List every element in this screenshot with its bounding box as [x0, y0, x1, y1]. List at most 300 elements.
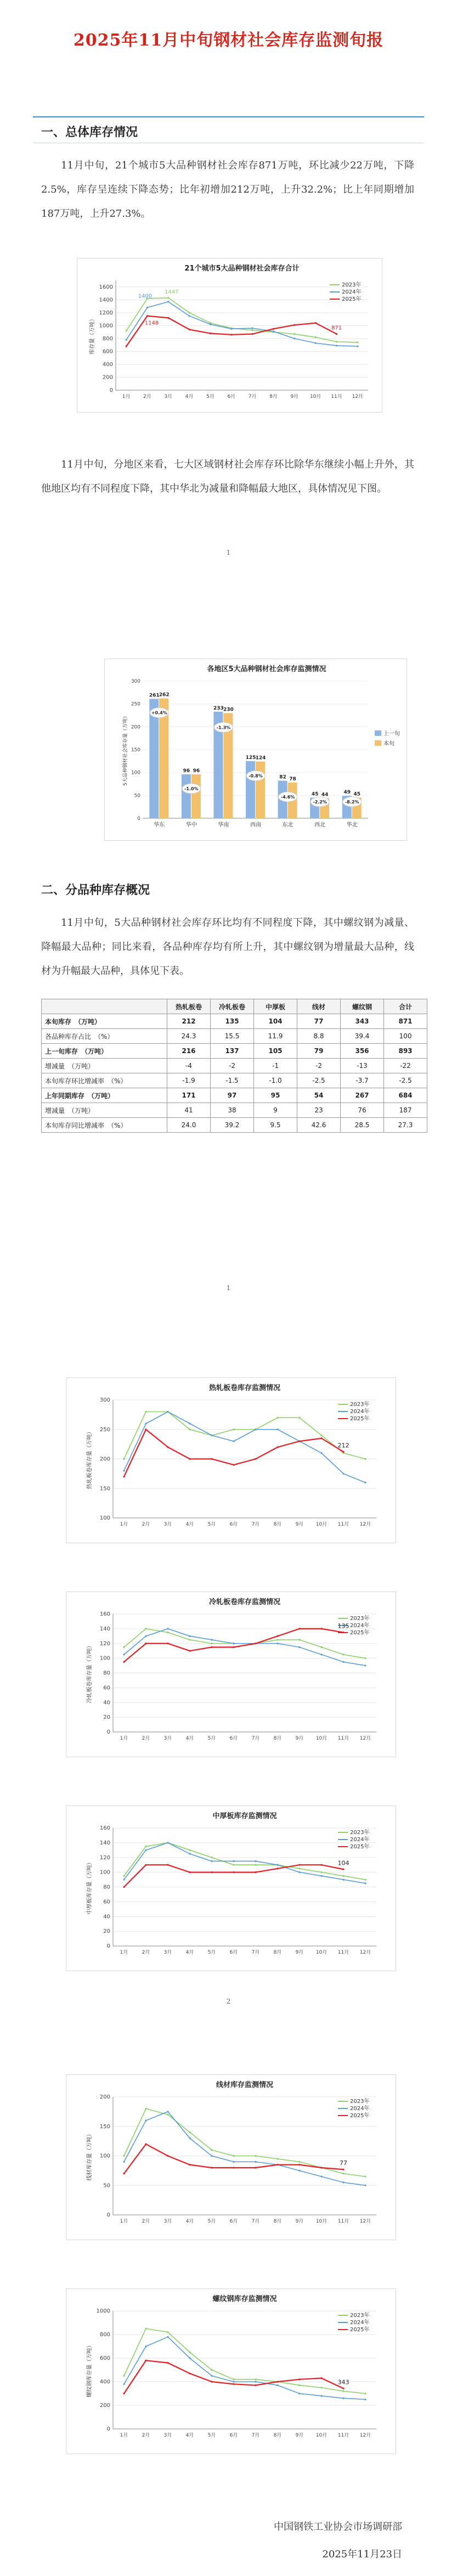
x-tick-label: 4月 — [185, 2219, 194, 2224]
data-point — [189, 312, 190, 313]
data-point — [298, 1441, 300, 1442]
x-tick-label: 9月 — [295, 1950, 304, 1955]
data-point — [255, 1864, 256, 1866]
table-cell: 171 — [167, 1088, 211, 1103]
x-tick-label: 6月 — [229, 1736, 238, 1741]
table-row — [42, 1088, 427, 1103]
table-row — [42, 1118, 427, 1133]
chart-title: 螺纹钢库存监测情况 — [212, 2295, 277, 2303]
y-tick-label: 200 — [102, 374, 113, 381]
table-row — [42, 1044, 427, 1059]
legend-label: 2025年 — [350, 1416, 370, 1422]
y-tick-label: 40 — [103, 1700, 110, 1706]
data-point — [342, 1653, 344, 1655]
annotation-label: 77 — [340, 2159, 347, 2167]
data-point — [298, 2170, 300, 2172]
table-cell: 24.0 — [167, 1118, 211, 1133]
table-cell: 77 — [297, 1014, 341, 1029]
data-point — [277, 1428, 278, 1430]
data-point — [364, 2399, 366, 2400]
data-point — [123, 2383, 125, 2385]
table-row — [42, 1073, 427, 1088]
series-line-2024年 — [124, 2112, 365, 2185]
change-label: -2.2% — [313, 800, 327, 805]
legend-label: 2025年 — [350, 1630, 370, 1636]
data-point — [233, 1464, 234, 1466]
data-point — [273, 328, 274, 330]
data-point — [233, 1428, 234, 1430]
table-row — [42, 1029, 427, 1044]
data-point — [277, 1417, 278, 1419]
data-point — [167, 1628, 168, 1629]
data-point — [189, 1428, 190, 1430]
data-point — [167, 1632, 168, 1633]
x-tick-label: 1月 — [120, 2219, 128, 2224]
data-point — [273, 330, 274, 332]
x-tick-label: 11月 — [337, 1522, 349, 1527]
y-tick-label: 80 — [103, 1884, 110, 1891]
series-line-2025年 — [124, 2360, 343, 2393]
data-point — [233, 1441, 234, 1442]
table-cell: 893 — [384, 1044, 427, 1059]
data-point — [320, 1452, 322, 1454]
x-tick-label: 11月 — [337, 2219, 349, 2224]
y-axis-label: 热轧板卷库存量（万吨） — [87, 1428, 93, 1489]
change-label: -1.3% — [216, 725, 231, 730]
data-point — [252, 333, 253, 335]
table-cell: 267 — [341, 1088, 384, 1103]
data-point — [342, 2388, 344, 2389]
table-cell: 11.9 — [254, 1029, 297, 1044]
x-tick-label: 5月 — [207, 1950, 216, 1955]
x-tick-label: 西北 — [314, 822, 326, 828]
table-header-cell: 合计 — [384, 999, 427, 1014]
bar-value-label: 262 — [159, 692, 170, 698]
table-row-label: 增减量 （万吨） — [42, 1059, 167, 1073]
table-header-cell: 螺纹钢 — [341, 999, 384, 1014]
series-line-2023年 — [124, 2109, 365, 2177]
data-point — [277, 1868, 278, 1869]
y-tick-label: 400 — [102, 361, 113, 368]
y-tick-label: 200 — [99, 2403, 110, 2409]
x-tick-label: 4月 — [185, 1736, 194, 1741]
table-row — [42, 1059, 427, 1073]
x-tick-label: 11月 — [337, 1736, 349, 1741]
data-point — [342, 2391, 344, 2392]
y-tick-label: 200 — [99, 2094, 110, 2100]
total-inventory-chart — [77, 258, 382, 413]
table-row-label: 本旬库存同比增减率 （%） — [42, 1118, 167, 1133]
x-tick-label: 2月 — [142, 2433, 150, 2438]
y-tick-label: 50 — [103, 2183, 110, 2189]
data-point — [277, 2158, 278, 2159]
data-point — [189, 1458, 190, 1460]
wire-rod-chart — [66, 2074, 396, 2240]
chart-title: 21个城市5大品种钢材社会库存合计 — [184, 265, 300, 273]
data-point — [277, 1864, 278, 1866]
data-point — [145, 1864, 146, 1866]
data-point — [298, 2164, 300, 2166]
data-point — [294, 333, 295, 335]
data-point — [277, 1446, 278, 1448]
data-point — [123, 2155, 125, 2157]
x-tick-label: 9月 — [295, 1522, 304, 1527]
annotation-label: 343 — [337, 2378, 349, 2386]
data-point — [123, 1458, 125, 1460]
x-tick-label: 2月 — [142, 2219, 150, 2224]
data-point — [167, 1842, 168, 1843]
wire-rod-svg — [66, 2075, 396, 2240]
data-point — [167, 2362, 168, 2364]
table-cell: -2 — [211, 1059, 254, 1073]
data-point — [145, 1849, 146, 1851]
data-point — [211, 1435, 212, 1436]
data-point — [364, 2176, 366, 2178]
cold-rolled-chart — [66, 1591, 396, 1757]
data-point — [146, 307, 148, 308]
data-point — [189, 1853, 190, 1854]
y-tick-label: 120 — [99, 1640, 110, 1647]
x-tick-label: 华中 — [185, 822, 197, 828]
data-point — [123, 1875, 125, 1877]
data-point — [123, 2161, 125, 2163]
annotation-label: 1400 — [138, 293, 153, 300]
data-point — [233, 1860, 234, 1862]
data-point — [277, 1639, 278, 1640]
legend-label: 2023年 — [350, 2313, 370, 2319]
data-point — [123, 1653, 125, 1655]
table-row-label: 上一旬库存 （万吨） — [42, 1044, 167, 1059]
bar-value-label: 78 — [289, 777, 296, 782]
data-point — [126, 339, 127, 341]
data-point — [145, 2119, 146, 2121]
data-point — [233, 2383, 234, 2385]
data-point — [189, 2164, 190, 2166]
data-point — [255, 1871, 256, 1873]
data-point — [233, 1871, 234, 1873]
bar-prev — [182, 774, 191, 818]
data-point — [364, 1482, 366, 1483]
x-tick-label: 6月 — [227, 394, 236, 400]
footer-date: 2025年11月23日 — [322, 2549, 402, 2560]
x-tick-label: 5月 — [207, 1736, 216, 1741]
rebar-svg — [66, 2289, 396, 2454]
series-line-2024年 — [124, 1843, 365, 1883]
legend-label: 2025年 — [342, 296, 362, 302]
legend-label: 2024年 — [350, 2106, 370, 2112]
chart-title: 冷轧板卷库存监测情况 — [208, 1598, 281, 1606]
data-point — [320, 1653, 322, 1655]
data-point — [189, 2352, 190, 2353]
x-tick-label: 10月 — [309, 394, 321, 400]
x-tick-label: 7月 — [251, 1736, 260, 1741]
table-row-label: 上年同期库存 （万吨） — [42, 1088, 167, 1103]
data-point — [255, 1458, 256, 1460]
x-tick-label: 5月 — [207, 1522, 216, 1527]
y-axis-label: 螺纹钢库存量（万吨） — [87, 2342, 93, 2398]
data-point — [145, 1422, 146, 1424]
data-point — [233, 2167, 234, 2168]
series-line-2025年 — [124, 1865, 343, 1887]
x-tick-label: 12月 — [359, 1950, 371, 1955]
data-point — [364, 1882, 366, 1884]
data-point — [211, 1646, 212, 1648]
data-point — [277, 2384, 278, 2386]
data-point — [255, 2384, 256, 2386]
table-header-row — [42, 999, 427, 1014]
table-row-label: 增减量 （万吨） — [42, 1103, 167, 1118]
x-tick-label: 2月 — [142, 1950, 150, 1955]
annotation-label: 212 — [337, 1442, 349, 1449]
y-tick-label: 100 — [131, 770, 140, 776]
title-rule — [33, 116, 424, 117]
data-point — [336, 345, 337, 346]
table-cell: 105 — [254, 1044, 297, 1059]
change-label: +0.4% — [151, 710, 167, 716]
data-point — [189, 2372, 190, 2374]
table-cell: -2.5 — [297, 1073, 341, 1088]
data-point — [342, 2169, 344, 2170]
data-point — [233, 2378, 234, 2380]
change-label: -8.2% — [345, 800, 359, 805]
y-tick-label: 300 — [131, 679, 140, 684]
y-tick-label: 1400 — [99, 297, 113, 303]
data-point — [320, 1875, 322, 1877]
data-point — [189, 1650, 190, 1652]
data-point — [123, 1886, 125, 1888]
x-tick-label: 9月 — [295, 2433, 304, 2438]
annotation-label: 135 — [337, 1622, 349, 1630]
x-tick-label: 8月 — [269, 394, 278, 400]
page-title: 2025年11月中旬钢材社会库存监测旬报 — [73, 31, 384, 50]
legend-label: 2023年 — [350, 1616, 370, 1622]
x-tick-label: 8月 — [273, 2433, 282, 2438]
data-point — [145, 1411, 146, 1413]
change-label: -0.8% — [249, 773, 263, 779]
x-tick-label: 8月 — [273, 1522, 282, 1527]
x-tick-label: 10月 — [315, 2433, 328, 2438]
chart-title: 各地区5大品种钢材社会库存监测情况 — [207, 665, 326, 673]
table-cell: 42.6 — [297, 1118, 341, 1133]
series-line-2024年 — [126, 302, 358, 346]
data-point — [211, 1643, 212, 1644]
x-tick-label: 9月 — [290, 394, 299, 400]
x-tick-label: 10月 — [315, 1950, 328, 1955]
bar-value-label: 45 — [353, 791, 360, 797]
inventory-table-wrapper — [41, 999, 427, 1133]
data-point — [123, 1470, 125, 1471]
x-tick-label: 3月 — [163, 1736, 172, 1741]
data-point — [211, 2167, 212, 2168]
bar-value-label: 82 — [279, 774, 286, 780]
annotation-label: 1148 — [144, 320, 159, 327]
data-point — [364, 1664, 366, 1666]
series-line-2025年 — [124, 1629, 343, 1662]
x-tick-label: 4月 — [185, 1950, 194, 1955]
table-cell: 41 — [167, 1103, 211, 1118]
x-tick-label: 11月 — [337, 1950, 349, 1955]
x-tick-label: 1月 — [122, 394, 131, 400]
legend-swatch — [375, 730, 381, 736]
medium-plate-svg — [66, 1806, 396, 1971]
table-cell: 135 — [211, 1014, 254, 1029]
data-point — [145, 1846, 146, 1847]
data-point — [320, 2377, 322, 2379]
legend-label: 2024年 — [350, 1409, 370, 1415]
data-point — [211, 2369, 212, 2371]
annotation-label: 871 — [331, 325, 342, 331]
x-tick-label: 2月 — [142, 1736, 150, 1741]
y-tick-label: 100 — [99, 1869, 110, 1876]
data-point — [210, 323, 211, 325]
table-cell: 216 — [167, 1044, 211, 1059]
legend-label: 2025年 — [350, 1844, 370, 1850]
table-cell: 24.3 — [167, 1029, 211, 1044]
y-axis-label: 线材库存量（万吨） — [87, 2131, 93, 2181]
data-point — [123, 1476, 125, 1477]
table-cell: -2 — [297, 1059, 341, 1073]
bar-value-label: 261 — [149, 693, 160, 699]
y-tick-label: 250 — [99, 1426, 110, 1433]
y-tick-label: 140 — [99, 1626, 110, 1632]
y-tick-label: 160 — [99, 1611, 110, 1617]
table-cell: -1.0 — [254, 1073, 297, 1088]
bar-cur — [256, 762, 265, 818]
x-tick-label: 西南 — [250, 822, 261, 828]
chart-title: 中厚板库存监测情况 — [212, 1812, 277, 1820]
regional-inventory-svg — [105, 659, 407, 840]
data-point — [126, 345, 127, 347]
data-point — [123, 1878, 125, 1880]
data-point — [364, 1458, 366, 1460]
table-cell: -1.9 — [167, 1073, 211, 1088]
legend-label: 2024年 — [350, 1837, 370, 1843]
data-point — [145, 2346, 146, 2347]
y-tick-label: 200 — [131, 724, 140, 730]
bar-value-label: 49 — [343, 790, 351, 796]
hot-rolled-svg — [66, 1378, 396, 1543]
table-cell: 23 — [297, 1103, 341, 1118]
table-row-label: 本旬库存环比增减率 （%） — [42, 1073, 167, 1088]
legend-label: 2023年 — [350, 1830, 370, 1836]
y-tick-label: 800 — [99, 2332, 110, 2338]
x-tick-label: 3月 — [164, 394, 173, 400]
data-point — [145, 1428, 146, 1430]
data-point — [336, 333, 337, 335]
data-point — [255, 2161, 256, 2163]
y-tick-label: 140 — [99, 1840, 110, 1846]
data-point — [230, 328, 232, 330]
data-point — [233, 2381, 234, 2382]
data-point — [320, 1864, 322, 1866]
x-tick-label: 1月 — [120, 1950, 128, 1955]
x-tick-label: 9月 — [295, 2219, 304, 2224]
table-cell: 76 — [341, 1103, 384, 1118]
series-line-2023年 — [124, 2328, 365, 2393]
table-body — [42, 1014, 427, 1133]
y-tick-label: 1000 — [96, 2308, 110, 2314]
data-point — [123, 2375, 125, 2377]
data-point — [167, 297, 169, 299]
data-point — [277, 1635, 278, 1637]
y-tick-label: 0 — [106, 1943, 110, 1949]
data-point — [320, 2395, 322, 2397]
bar-value-label: 230 — [223, 707, 234, 713]
data-point — [145, 2143, 146, 2145]
data-point — [298, 1417, 300, 1419]
data-point — [298, 1868, 300, 1869]
data-point — [277, 2164, 278, 2166]
data-point — [167, 1864, 168, 1866]
data-point — [364, 2185, 366, 2186]
data-point — [189, 2138, 190, 2139]
change-label: -1.0% — [184, 786, 199, 791]
bar-value-label: 96 — [183, 768, 190, 774]
page-number-1: 1 — [226, 549, 231, 556]
data-point — [320, 2387, 322, 2388]
y-tick-label: 60 — [103, 1685, 110, 1691]
legend-label: 2023年 — [350, 2099, 370, 2105]
y-tick-label: 160 — [99, 1825, 110, 1831]
table-cell: 871 — [384, 1014, 427, 1029]
bar-value-label: 45 — [311, 791, 319, 797]
data-point — [167, 1411, 168, 1413]
y-tick-label: 120 — [99, 1854, 110, 1861]
data-point — [123, 2393, 125, 2394]
section1-paragraph2: 11月中旬，分地区来看，七大区域钢材社会库存环比除华东继续小幅上升外，其他地区均有不同程度下降，其中华北为减量和降幅最大地区，具体情况见下图。 — [41, 459, 414, 494]
table-row-label: 本旬库存 （万吨） — [42, 1014, 167, 1029]
data-point — [315, 322, 317, 324]
data-point — [145, 1635, 146, 1637]
y-tick-label: 200 — [99, 1456, 110, 1463]
x-tick-label: 12月 — [359, 2433, 371, 2438]
x-tick-label: 5月 — [207, 2219, 216, 2224]
y-tick-label: 800 — [102, 335, 113, 342]
data-point — [294, 338, 295, 339]
table-cell: 9.5 — [254, 1118, 297, 1133]
x-tick-label: 2月 — [142, 1522, 150, 1527]
table-cell: 137 — [211, 1044, 254, 1059]
table-row — [42, 1014, 427, 1029]
legend-label: 2025年 — [350, 2327, 370, 2333]
data-point — [298, 1864, 300, 1866]
section2-heading: 二、分品种库存概况 — [41, 884, 150, 897]
table-cell: 684 — [384, 1088, 427, 1103]
total-inventory-svg — [77, 258, 382, 412]
data-point — [233, 2161, 234, 2163]
table-cell: 8.8 — [297, 1029, 341, 1044]
data-point — [298, 1646, 300, 1648]
data-point — [145, 2108, 146, 2110]
data-point — [342, 1661, 344, 1663]
x-tick-label: 6月 — [229, 1950, 238, 1955]
data-point — [189, 1849, 190, 1851]
data-point — [255, 1643, 256, 1644]
footer-org: 中国钢铁工业协会市场调研部 — [274, 2521, 402, 2533]
data-point — [255, 2167, 256, 2168]
data-point — [211, 1871, 212, 1873]
x-tick-label: 4月 — [185, 394, 194, 400]
data-point — [320, 1435, 322, 1436]
data-point — [320, 1646, 322, 1648]
y-tick-label: 100 — [99, 1655, 110, 1662]
table-header-cell — [42, 999, 167, 1014]
y-tick-label: 80 — [103, 1670, 110, 1677]
data-point — [255, 2378, 256, 2380]
y-tick-label: 100 — [99, 1515, 110, 1521]
table-cell: 100 — [384, 1029, 427, 1044]
table-cell: -3.7 — [341, 1073, 384, 1088]
